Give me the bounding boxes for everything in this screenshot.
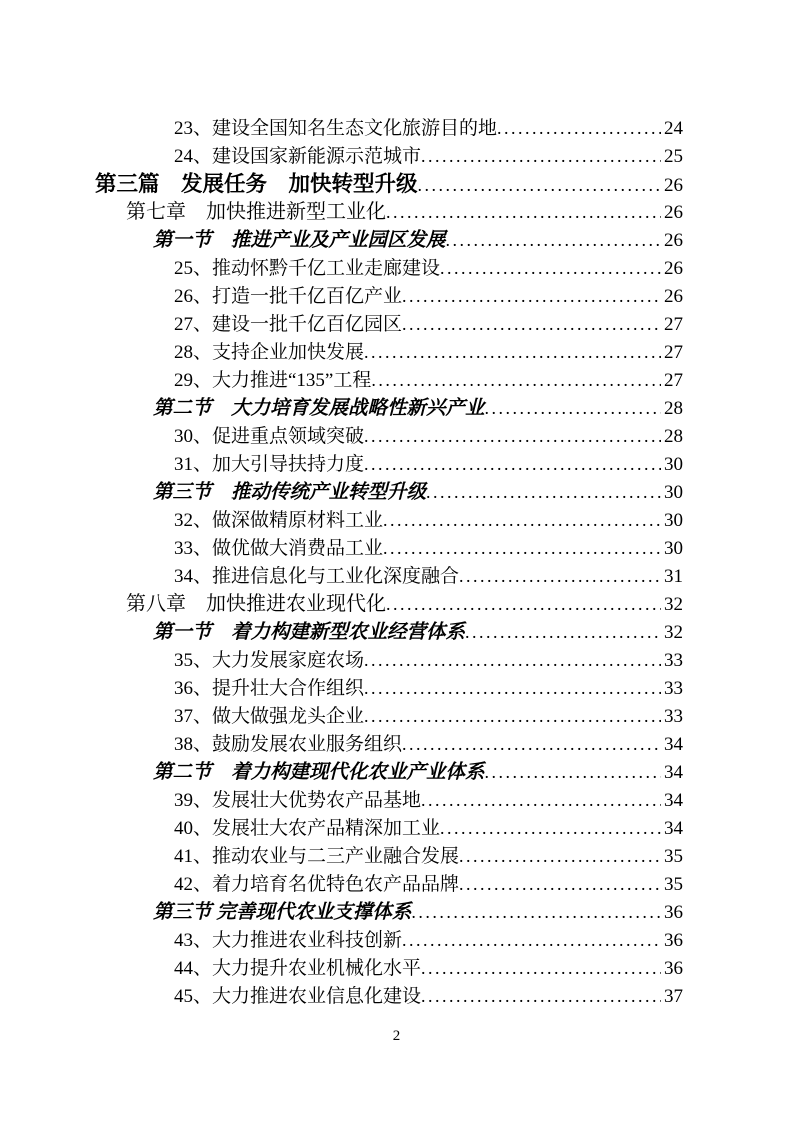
toc-entry [95, 506, 683, 534]
toc-entry-page: 34 [664, 790, 683, 811]
toc-entry-section [95, 618, 683, 646]
toc-entry-label: 第一节 着力构建新型农业经营体系 [153, 622, 466, 643]
toc-entry-page: 35 [664, 846, 683, 867]
toc-entry-section [95, 898, 683, 926]
toc-entry [95, 142, 683, 170]
dot-leader [421, 786, 661, 816]
toc-entry-label: 34、推进信息化与工业化深度融合 [174, 566, 460, 587]
dot-leader [402, 926, 661, 956]
toc-entry-page: 28 [664, 426, 683, 447]
toc-entry-page: 34 [664, 762, 683, 783]
toc-entry-page: 36 [664, 930, 683, 951]
toc-entry-page: 32 [664, 622, 683, 643]
dot-leader [364, 450, 661, 480]
toc-entry-page: 27 [664, 314, 683, 335]
toc-entry [95, 730, 683, 758]
toc-entry-page: 26 [664, 202, 683, 223]
toc-entry-page: 24 [664, 118, 683, 139]
dot-leader [485, 758, 661, 788]
toc-entry-label: 43、大力推进农业科技创新 [174, 930, 403, 951]
toc-entry-label: 第七章 加快推进新型工业化 [126, 201, 386, 223]
toc-entry-label: 28、支持企业加快发展 [174, 342, 365, 363]
toc-entry-page: 28 [664, 398, 683, 419]
toc-entry-page: 26 [664, 175, 683, 196]
toc-entry-page: 33 [664, 650, 683, 671]
toc-entry-page: 30 [664, 510, 683, 531]
dot-leader [364, 338, 661, 368]
toc-entry-label: 36、提升壮大合作组织 [174, 678, 365, 699]
toc-entry-label: 30、促进重点领域突破 [174, 426, 365, 447]
dot-leader [386, 198, 661, 228]
dot-leader [421, 142, 661, 172]
toc-entry-label: 第二节 大力培育发展战略性新兴产业 [153, 398, 485, 419]
toc-entry-label: 38、鼓励发展农业服务组织 [174, 734, 403, 755]
toc-entry-page: 30 [664, 482, 683, 503]
toc-entry [95, 814, 683, 842]
toc-entry-section [95, 394, 683, 422]
toc-entry-page: 26 [664, 286, 683, 307]
toc-entry [95, 702, 683, 730]
toc-entry-label: 32、做深做精原材料工业 [174, 510, 384, 531]
toc-entry-section [95, 226, 683, 254]
toc-entry-chapter [95, 590, 683, 618]
toc-entry [95, 842, 683, 870]
toc-entry-page: 30 [664, 454, 683, 475]
dot-leader [426, 478, 661, 508]
toc-entry [95, 114, 683, 142]
toc-entry [95, 646, 683, 674]
toc-entry [95, 870, 683, 898]
toc-entry-page: 34 [664, 734, 683, 755]
toc-entry-page: 26 [664, 258, 683, 279]
toc-entry-page: 36 [664, 902, 683, 923]
dot-leader [402, 730, 661, 760]
toc-entry-label: 39、发展壮大优势农产品基地 [174, 790, 422, 811]
toc-entry-chapter [95, 198, 683, 226]
dot-leader [485, 394, 661, 424]
toc-entry-page: 25 [664, 146, 683, 167]
dot-leader [497, 114, 661, 144]
toc-entry-page: 27 [664, 370, 683, 391]
toc-entry-page: 33 [664, 706, 683, 727]
toc-entry-label: 29、大力推进“135”工程 [174, 370, 372, 391]
dot-leader [421, 954, 661, 984]
toc-entry-label: 27、建设一批千亿百亿园区 [174, 314, 403, 335]
toc-entry-label: 第三篇 发展任务 加快转型升级 [95, 172, 418, 196]
toc-entry-page: 26 [664, 230, 683, 251]
toc-entry [95, 534, 683, 562]
toc-entry [95, 926, 683, 954]
toc-entry-label: 33、做优做大消费品工业 [174, 538, 384, 559]
dot-leader [364, 422, 661, 452]
toc-entry [95, 954, 683, 982]
dot-leader [364, 674, 661, 704]
dot-leader [440, 254, 661, 284]
toc-entry-page: 32 [664, 594, 683, 615]
toc-entry-label: 第二节 着力构建现代化农业产业体系 [153, 762, 485, 783]
toc-entry [95, 366, 683, 394]
toc-entry-page: 34 [664, 818, 683, 839]
dot-leader [364, 702, 661, 732]
toc-entry-label: 24、建设国家新能源示范城市 [174, 146, 422, 167]
dot-leader [386, 590, 661, 620]
toc-entry-label: 42、着力培育名优特色农产品品牌 [174, 874, 460, 895]
table-of-contents [95, 114, 683, 1010]
toc-entry [95, 254, 683, 282]
toc-entry-label: 23、建设全国知名生态文化旅游目的地 [174, 118, 498, 139]
toc-entry-label: 第一节 推进产业及产业园区发展 [153, 230, 446, 251]
dot-leader [402, 282, 661, 312]
toc-entry-page: 27 [664, 342, 683, 363]
page-number: 2 [392, 1028, 401, 1044]
toc-entry [95, 310, 683, 338]
toc-entry-page: 33 [664, 678, 683, 699]
dot-leader [421, 982, 661, 1012]
toc-entry [95, 786, 683, 814]
dot-leader [364, 646, 661, 676]
toc-entry-page: 36 [664, 958, 683, 979]
dot-leader [459, 870, 661, 900]
dot-leader [411, 898, 661, 928]
toc-entry-page: 31 [664, 566, 683, 587]
toc-entry-page: 35 [664, 874, 683, 895]
dot-leader [418, 171, 661, 201]
toc-entry-label: 40、发展壮大农产品精深加工业 [174, 818, 441, 839]
toc-entry-label: 45、大力推进农业信息化建设 [174, 986, 422, 1007]
toc-entry-part [95, 170, 683, 198]
toc-entry-label: 37、做大做强龙头企业 [174, 706, 365, 727]
dot-leader [371, 366, 661, 396]
toc-entry-section [95, 478, 683, 506]
dot-leader [440, 814, 661, 844]
toc-entry-section [95, 758, 683, 786]
toc-entry [95, 450, 683, 478]
toc-entry-label: 31、加大引导扶持力度 [174, 454, 365, 475]
dot-leader [465, 618, 661, 648]
dot-leader [446, 226, 661, 256]
toc-entry-label: 35、大力发展家庭农场 [174, 650, 365, 671]
toc-entry-page: 30 [664, 538, 683, 559]
toc-entry [95, 562, 683, 590]
toc-entry-label: 第三节 完善现代农业支撑体系 [153, 902, 412, 923]
toc-entry-label: 25、推动怀黔千亿工业走廊建设 [174, 258, 441, 279]
toc-entry-label: 26、打造一批千亿百亿产业 [174, 286, 403, 307]
toc-entry-label: 第三节 推动传统产业转型升级 [153, 482, 427, 503]
dot-leader [383, 506, 661, 536]
dot-leader [402, 310, 661, 340]
toc-entry [95, 422, 683, 450]
toc-entry-label: 第八章 加快推进农业现代化 [126, 593, 386, 615]
toc-entry-page: 37 [664, 986, 683, 1007]
dot-leader [459, 842, 661, 872]
dot-leader [383, 534, 661, 564]
toc-entry [95, 674, 683, 702]
toc-entry-label: 44、大力提升农业机械化水平 [174, 958, 422, 979]
dot-leader [459, 562, 661, 592]
toc-entry [95, 338, 683, 366]
toc-entry [95, 982, 683, 1010]
toc-entry [95, 282, 683, 310]
toc-entry-label: 41、推动农业与二三产业融合发展 [174, 846, 460, 867]
